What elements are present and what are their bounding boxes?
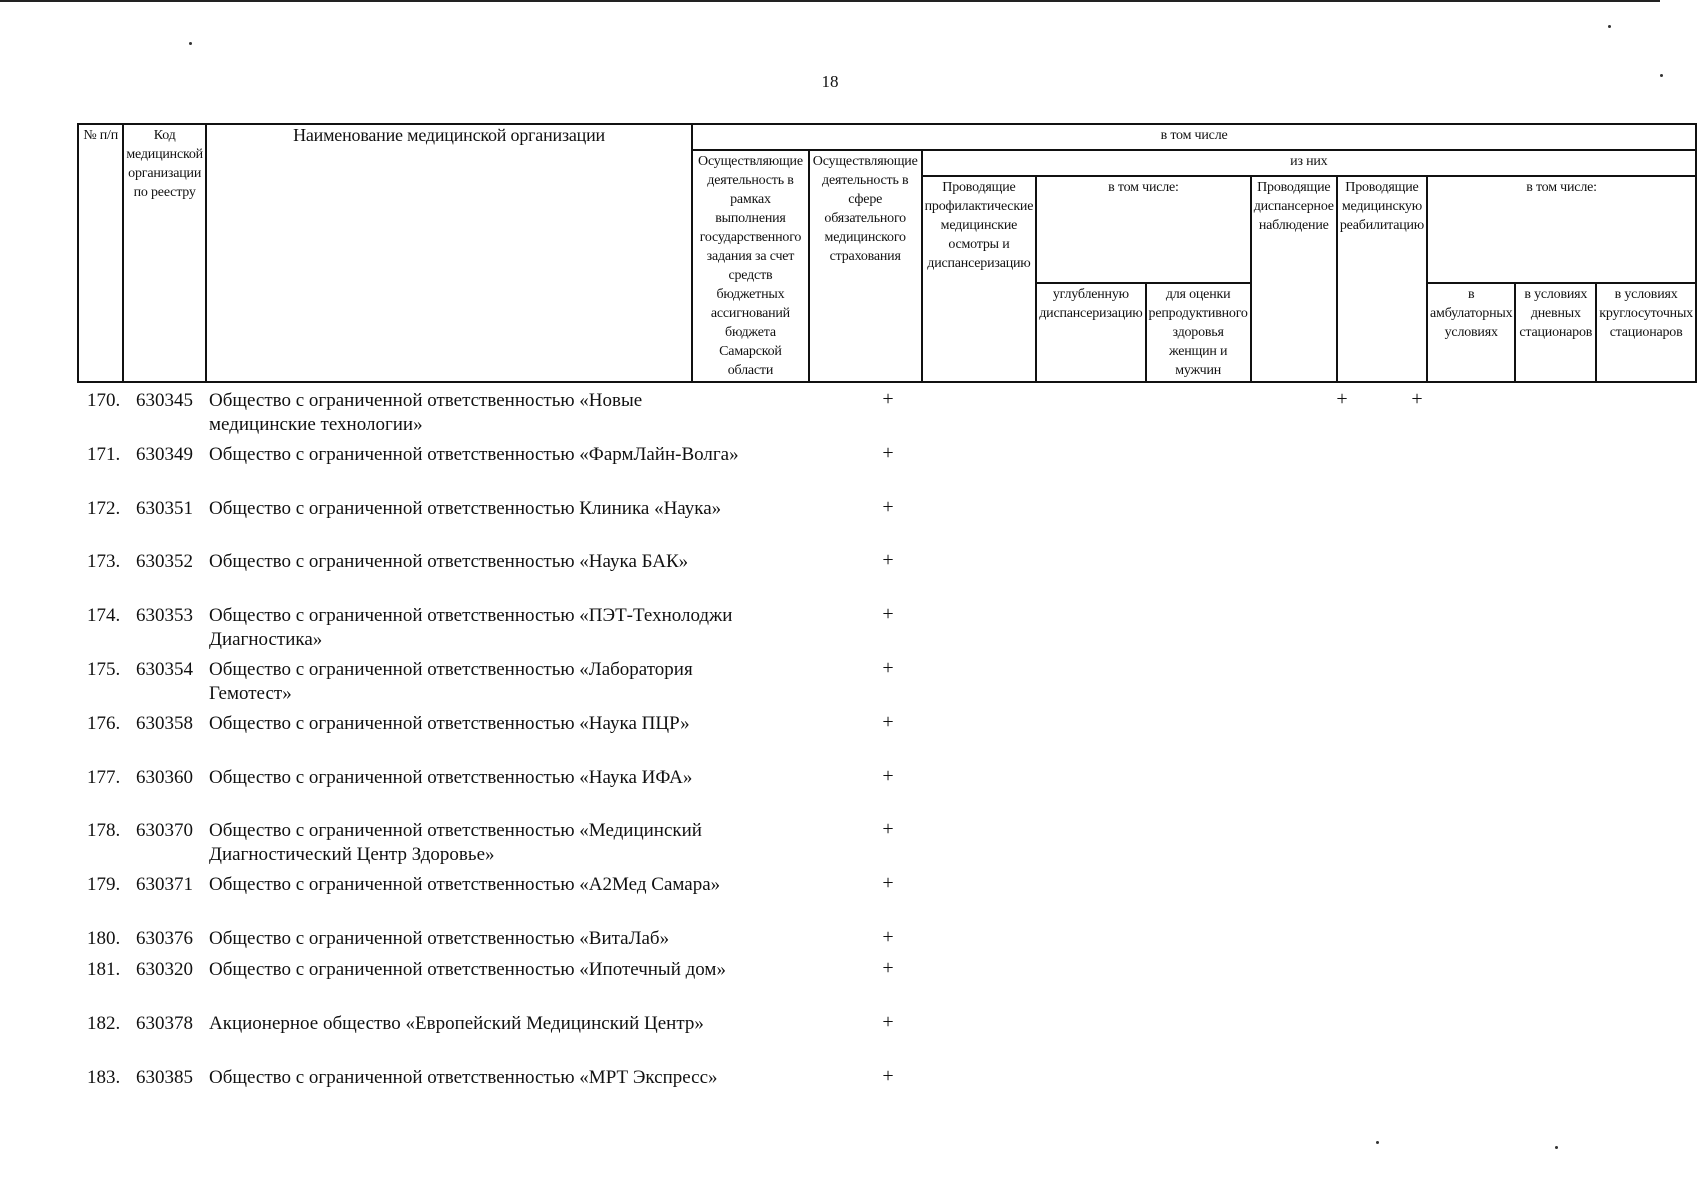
row-code: 630385 [136,1066,193,1088]
row-code: 630360 [136,766,193,788]
scan-speck [1608,25,1611,28]
oms-mark: + [882,872,894,895]
page-number: 18 [821,72,839,91]
table-row [77,764,1617,818]
header-name: Наименование медицинской организации [206,124,692,382]
row-number: 172. [87,497,121,519]
header-rehab: Проводящие медицинскую реабилитацию [1337,176,1427,382]
header-day: в условиях дневных стационаров [1515,283,1596,382]
oms-mark: + [882,441,894,464]
row-number: 177. [87,766,121,788]
row-name: Общество с ограниченной ответственностью «ВитаЛаб» [209,927,670,949]
row-name: Общество с ограниченной ответственностью «МРТ Экспресс» [209,1066,718,1088]
row-name: Общество с ограниченной ответственностью «ПЭТ-Технолоджи Диагностика» [209,605,733,651]
row-number: 171. [87,443,121,465]
row-number: 183. [87,1066,121,1088]
row-code: 630320 [136,958,193,980]
table-row [77,925,1617,956]
row-number: 178. [87,820,121,842]
oms-mark: + [882,956,894,979]
rehab-mark: + [1336,388,1348,410]
oms-mark: + [882,549,894,572]
row-name: Общество с ограниченной ответственностью Клиника «Наука» [209,497,722,519]
oms-mark: + [882,818,894,841]
row-number: 176. [87,712,121,734]
table-row [77,656,1617,710]
header-amb: в амбулаторных условиях [1427,283,1515,382]
table-row [77,956,1617,1010]
header-num: № п/п [78,124,123,382]
row-code: 630351 [136,497,193,519]
oms-mark: + [882,925,894,948]
table-row [77,495,1617,549]
table-header [77,123,1697,383]
scan-speck [1376,1141,1379,1144]
row-code: 630354 [136,658,193,680]
row-name: Общество с ограниченной ответственностью «Ипотечный дом» [209,958,726,980]
row-code: 630378 [136,1012,193,1034]
table-row [77,441,1617,495]
row-name: Общество с ограниченной ответственностью «Наука БАК» [209,551,689,573]
oms-mark: + [882,1010,894,1033]
table-row [77,1010,1617,1064]
table-row [77,548,1617,602]
scan-speck [1660,74,1663,77]
row-number: 173. [87,551,121,573]
header-oms: Осуществляющие деятельность в сфере обязательного медицинского страхования [809,150,922,382]
header-including-2: в том числе: [1036,176,1250,283]
row-name: Общество с ограниченной ответственностью «Медицинский Диагностический Центр Здоровье» [209,820,702,866]
oms-mark: + [882,656,894,679]
table-body [77,387,1617,1117]
oms-mark: + [882,1064,894,1087]
header-round: в условиях круглосуточных стационаров [1596,283,1696,382]
row-code: 630352 [136,551,193,573]
oms-mark: + [882,710,894,733]
row-number: 175. [87,658,121,680]
row-name: Общество с ограниченной ответственностью «ФармЛайн-Волга» [209,443,739,465]
oms-mark: + [882,388,894,410]
oms-mark: + [882,603,894,626]
row-code: 630353 [136,605,193,627]
header-deep: углубленную диспансеризацию [1036,283,1145,382]
row-code: 630358 [136,712,193,734]
header-disp: Проводящие диспансерное наблюдение [1251,176,1337,382]
header-of-them: из них [922,150,1696,176]
row-code: 630371 [136,874,193,896]
table-row [77,871,1617,925]
row-number: 170. [87,390,121,411]
header-including-3: в том числе: [1427,176,1696,283]
scan-top-edge [0,0,1660,2]
row-number: 180. [87,927,121,949]
row-name: Общество с ограниченной ответственностью «Наука ИФА» [209,766,693,788]
table-row [77,387,1617,441]
header-including: в том числе [692,124,1696,150]
row-number: 182. [87,1012,121,1034]
scan-speck [1555,1146,1558,1149]
row-number: 179. [87,874,121,896]
row-code: 630345 [136,390,193,411]
amb-mark: + [1411,388,1423,410]
row-code: 630370 [136,820,193,842]
row-number: 181. [87,958,121,980]
row-name: Акционерное общество «Европейский Медицинский Центр» [209,1012,704,1034]
header-prof: Проводящие профилактические медицинские осмотры и диспансеризацию [922,176,1037,382]
row-number: 174. [87,605,121,627]
row-code: 630349 [136,443,193,465]
row-name: Общество с ограниченной ответственностью «А2Мед Самара» [209,874,721,896]
oms-mark: + [882,495,894,518]
header-code: Код медицинской организации по реестру [123,124,206,382]
table-row [77,602,1617,656]
row-name: Общество с ограниченной ответственностью «Лаборатория Гемотест» [209,658,693,704]
row-code: 630376 [136,927,193,949]
table-row [77,817,1617,871]
scan-speck [189,42,192,45]
table-row [77,1064,1617,1118]
header-repro: для оценки репродуктивного здоровья женщин и мужчин [1146,283,1251,382]
oms-mark: + [882,764,894,787]
table-row [77,710,1617,764]
row-name: Общество с ограниченной ответственностью «Наука ПЦР» [209,712,690,734]
row-name: Общество с ограниченной ответственностью «Новые медицинские технологии» [209,390,643,435]
header-state-task: Осуществляющие деятельность в рамках выполнения государственного задания за счет средств бюджетных ассигнований бюджета Самарской области [692,150,809,382]
